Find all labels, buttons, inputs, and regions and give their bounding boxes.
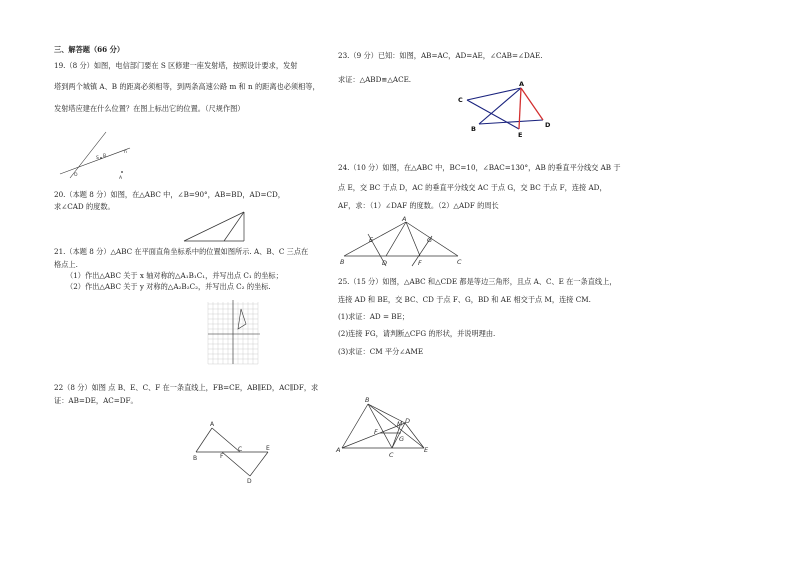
label-b: B: [471, 125, 476, 133]
label-e: E: [369, 236, 374, 244]
label-g: G: [427, 236, 433, 244]
segment-af: [406, 222, 420, 256]
label-s: S: [96, 156, 99, 161]
label-b: B: [340, 258, 345, 266]
section-title: 三、解答题（66 分）: [54, 45, 125, 54]
town-a-point: [121, 171, 123, 173]
q22-line-2: 证：AB=DE，AC=DF。: [54, 396, 138, 405]
q21-line-4: （2）作出△ABC 关于 y 对称的△A₂B₂C₂，并写出点 C₂ 的坐标.: [66, 282, 271, 291]
label-d: D: [247, 478, 252, 485]
label-c: C: [458, 96, 463, 104]
q22-line-1: 22（8 分）如图 点 B、E、C、F 在一条直线上，FB=CE，AB∥ED，AC∥DF，求: [54, 383, 319, 392]
label-a: A: [336, 446, 341, 454]
q19-figure: [60, 128, 150, 186]
q25-line-1: 25.（15 分）如图，△ABC 和△CDE 都是等边三角形，且点 A、C、E 在一条直线上，: [338, 277, 617, 286]
town-b-point: [100, 157, 102, 159]
label-b: B: [103, 154, 107, 159]
q21-line-1: 21.（本题 8 分）△ABC 在平面直角坐标系中的位置如图所示. A、B、C 三点在: [54, 247, 309, 256]
q23-line-2: 求证：△ABD≌△ACE.: [338, 75, 412, 84]
label-c: C: [389, 451, 394, 459]
label-b: B: [365, 396, 370, 404]
label-m: M: [397, 421, 403, 428]
q19-line-1: 19.（8 分）如图，电信部门要在 S 区修建一座发射塔，按照设计要求，发射: [54, 61, 298, 70]
label-a: A: [210, 421, 215, 428]
q19-line-2: 塔到两个城镇 A、B 的距离必须相等，到两条高速公路 m 和 n 的距离也必须相等，: [54, 82, 320, 91]
segment-ad: [224, 212, 244, 241]
road-n: [70, 132, 106, 178]
label-f: F: [220, 453, 224, 460]
label-a: A: [119, 176, 123, 181]
q19-line-3: 发射塔应建在什么位置？在图上标出它的位置。（尺规作图）: [54, 104, 245, 113]
q25-line-3: (1)求证：AD = BE；: [338, 312, 410, 321]
q24-line-2: 点 E，交 BC 于点 D，AC 的垂直平分线交 AC 于点 G，交 BC 于点 F，连接 AD，: [338, 183, 607, 192]
segment-ac: [212, 428, 243, 453]
side-ca: [184, 212, 244, 241]
q20-line-2: 求∠CAD 的度数。: [54, 202, 115, 211]
segment-ae: [519, 88, 521, 129]
q24-line-3: AF，求：（1）∠DAF 的度数。（2）△ADF 的周长: [338, 201, 499, 210]
q24-line-1: 24.（10 分）如图，在△ABC 中，BC=10，∠BAC=130°，AB 的垂直平分线交 AB 于: [338, 163, 621, 172]
segment-de: [250, 452, 268, 476]
q25-line-4: (2)连接 FG，请判断△CFG 的形状，并说明理由.: [338, 329, 496, 338]
label-e: E: [266, 445, 270, 452]
q24-figure: [338, 214, 464, 270]
q21-line-3: （1）作出△ABC 关于 x 轴对称的△A₁B₁C₁，并写出点 C₁ 的坐标；: [66, 271, 283, 280]
road-m: [60, 148, 130, 174]
label-f: F: [418, 259, 422, 267]
segment-df: [222, 452, 250, 476]
label-c: C: [457, 258, 462, 266]
label-o: O: [74, 173, 78, 178]
label-n: n: [124, 150, 127, 155]
label-e: E: [424, 446, 429, 454]
q25-figure: [336, 392, 436, 462]
q25-line-2: 连接 AD 和 BE，交 BC、CD 于点 F、G，BD 和 AE 相交于点 M，连接 CM.: [338, 295, 591, 304]
q21-coordinate-grid: [208, 300, 262, 366]
label-e: E: [518, 131, 523, 139]
label-f: F: [374, 428, 378, 436]
segment-ab: [196, 428, 212, 452]
label-c: C: [238, 446, 243, 453]
q25-line-5: (3)求证：CM 平分∠AME: [338, 347, 424, 356]
label-d: D: [405, 417, 411, 425]
segment-ab: [344, 222, 406, 256]
label-a: A: [402, 215, 407, 223]
segment-bc: [368, 404, 392, 448]
q20-line-1: 20.（本题 8 分）如图，在△ABC 中，∠B=90°，AB=BD，AD=CD，: [54, 190, 285, 199]
label-d: D: [382, 259, 388, 267]
segment-be: [368, 404, 424, 448]
label-g: G: [399, 435, 405, 443]
segment-ad: [521, 88, 543, 120]
segment-ac: [467, 88, 521, 100]
q20-figure: [180, 210, 250, 244]
label-a: A: [519, 80, 525, 88]
segment-ab: [342, 404, 368, 448]
q23-figure: [455, 80, 555, 140]
segment-bd: [479, 120, 543, 124]
q21-line-2: 格点上.: [54, 260, 78, 269]
q23-line-1: 23.（9 分）已知：如图，AB=AC，AD=AE，∠CAB=∠DAE.: [338, 51, 543, 60]
q22-figure: [190, 420, 280, 486]
label-d: D: [545, 121, 551, 129]
label-b: B: [193, 455, 198, 462]
